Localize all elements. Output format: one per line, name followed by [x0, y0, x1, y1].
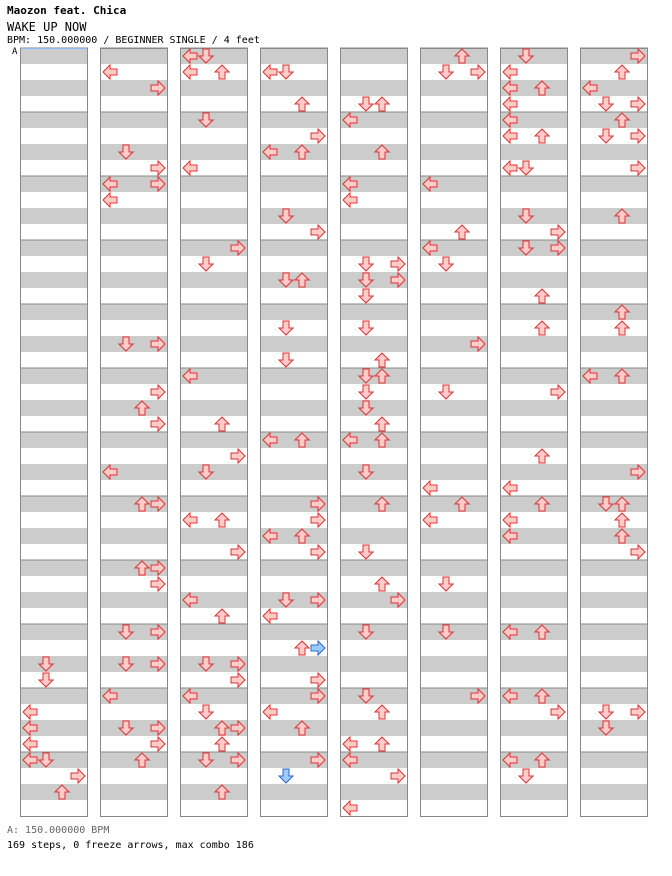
beat-stripe: [500, 608, 568, 624]
beat-stripe: [180, 464, 248, 480]
beat-stripe: [500, 432, 568, 448]
beat-stripe: [180, 624, 248, 640]
beat-stripe: [340, 64, 408, 80]
beat-stripe: [500, 576, 568, 592]
beat-stripe: [260, 96, 328, 112]
beat-stripe: [420, 736, 488, 752]
beat-stripe: [340, 48, 408, 64]
beat-stripe: [420, 320, 488, 336]
beat-stripe: [100, 672, 168, 688]
beat-stripe: [20, 96, 88, 112]
beat-stripe: [180, 208, 248, 224]
beat-stripe: [420, 400, 488, 416]
beat-stripe: [340, 80, 408, 96]
beat-stripe: [180, 272, 248, 288]
beat-stripe: [260, 208, 328, 224]
artist-name: Maozon feat. Chica: [7, 4, 127, 17]
beat-stripe: [420, 272, 488, 288]
beat-stripe: [260, 112, 328, 128]
beat-stripe: [500, 448, 568, 464]
beat-stripe: [580, 672, 648, 688]
beat-stripe: [260, 320, 328, 336]
beat-stripe: [500, 672, 568, 688]
beat-stripe: [420, 624, 488, 640]
beat-stripe: [180, 432, 248, 448]
beat-stripe: [260, 272, 328, 288]
beat-stripe: [420, 208, 488, 224]
beat-stripe: [260, 560, 328, 576]
beat-stripe: [340, 368, 408, 384]
beat-stripe: [180, 528, 248, 544]
beat-stripe: [420, 640, 488, 656]
beat-stripe: [340, 480, 408, 496]
beat-stripe: [340, 208, 408, 224]
beat-stripe: [20, 176, 88, 192]
beat-stripe: [420, 608, 488, 624]
beat-stripe: [180, 128, 248, 144]
beat-stripe: [20, 272, 88, 288]
beat-stripe: [500, 496, 568, 512]
beat-stripe: [180, 784, 248, 800]
beat-stripe: [580, 336, 648, 352]
beat-stripe: [340, 576, 408, 592]
chart-info: BPM: 150.000000 / BEGINNER SINGLE / 4 feet: [7, 35, 260, 46]
beat-stripe: [420, 592, 488, 608]
beat-stripe: [420, 560, 488, 576]
beat-stripe: [500, 48, 568, 64]
beat-stripe: [20, 384, 88, 400]
beat-stripe: [500, 656, 568, 672]
beat-stripe: [580, 272, 648, 288]
beat-stripe: [100, 640, 168, 656]
beat-stripe: [100, 784, 168, 800]
beat-stripe: [20, 800, 88, 816]
beat-stripe: [100, 400, 168, 416]
beat-stripe: [180, 400, 248, 416]
beat-stripe: [20, 240, 88, 256]
beat-stripe: [580, 208, 648, 224]
beat-stripe: [340, 400, 408, 416]
beat-stripe: [580, 784, 648, 800]
beat-stripe: [340, 528, 408, 544]
beat-stripe: [260, 160, 328, 176]
beat-stripe: [20, 256, 88, 272]
beat-stripe: [260, 304, 328, 320]
beat-stripe: [500, 352, 568, 368]
beat-stripe: [500, 336, 568, 352]
beat-stripe: [420, 576, 488, 592]
beat-stripe: [100, 432, 168, 448]
beat-stripe: [420, 752, 488, 768]
beat-stripe: [340, 624, 408, 640]
beat-stripe: [580, 576, 648, 592]
beat-stripe: [420, 160, 488, 176]
beat-stripe: [180, 560, 248, 576]
beat-stripe: [500, 720, 568, 736]
beat-stripe: [340, 544, 408, 560]
beat-stripe: [420, 128, 488, 144]
beat-stripe: [420, 720, 488, 736]
beat-stripe: [100, 480, 168, 496]
beat-stripe: [100, 48, 168, 64]
beat-stripe: [100, 448, 168, 464]
beat-stripe: [340, 384, 408, 400]
beat-stripe: [580, 640, 648, 656]
beat-stripe: [500, 400, 568, 416]
beat-stripe: [100, 528, 168, 544]
beat-stripe: [260, 464, 328, 480]
bpm-marker-label: A: [12, 47, 18, 57]
beat-stripe: [500, 464, 568, 480]
beat-stripe: [420, 352, 488, 368]
beat-stripe: [20, 640, 88, 656]
beat-stripe: [420, 656, 488, 672]
beat-stripe: [260, 768, 328, 784]
beat-stripe: [100, 592, 168, 608]
beat-stripe: [20, 336, 88, 352]
beat-stripe: [340, 128, 408, 144]
beat-stripe: [20, 432, 88, 448]
beat-stripe: [420, 528, 488, 544]
beat-stripe: [500, 368, 568, 384]
beat-stripe: [260, 368, 328, 384]
beat-stripe: [100, 272, 168, 288]
beat-stripe: [20, 288, 88, 304]
beat-stripe: [180, 640, 248, 656]
beat-stripe: [340, 496, 408, 512]
beat-stripe: [20, 608, 88, 624]
beat-stripe: [260, 448, 328, 464]
beat-stripe: [100, 224, 168, 240]
beat-stripe: [420, 672, 488, 688]
beat-stripe: [420, 144, 488, 160]
beat-stripe: [500, 784, 568, 800]
beat-stripe: [100, 512, 168, 528]
beat-stripe: [180, 336, 248, 352]
chart-column: [20, 48, 88, 817]
song-title: WAKE UP NOW: [7, 20, 87, 34]
beat-stripe: [180, 496, 248, 512]
beat-stripe: [580, 592, 648, 608]
beat-stripe: [20, 560, 88, 576]
bpm-legend: A: 150.000000 BPM: [7, 825, 110, 836]
beat-stripe: [20, 80, 88, 96]
beat-stripe: [180, 576, 248, 592]
beat-stripe: [580, 800, 648, 816]
beat-stripe: [20, 480, 88, 496]
beat-stripe: [20, 64, 88, 80]
beat-stripe: [180, 96, 248, 112]
beat-stripe: [20, 688, 88, 704]
beat-stripe: [580, 144, 648, 160]
beat-stripe: [580, 432, 648, 448]
beat-stripe: [420, 464, 488, 480]
beat-stripe: [340, 288, 408, 304]
beat-stripe: [20, 352, 88, 368]
beat-stripe: [580, 256, 648, 272]
beat-stripe: [340, 560, 408, 576]
beat-stripe: [20, 144, 88, 160]
beat-stripe: [500, 272, 568, 288]
beat-stripe: [420, 416, 488, 432]
beat-stripe: [100, 768, 168, 784]
beat-stripe: [20, 320, 88, 336]
beat-stripe: [100, 304, 168, 320]
beat-stripe: [100, 544, 168, 560]
beat-stripe: [420, 544, 488, 560]
beat-stripe: [420, 496, 488, 512]
beat-stripe: [20, 544, 88, 560]
beat-stripe: [580, 224, 648, 240]
beat-stripe: [340, 720, 408, 736]
beat-stripe: [580, 384, 648, 400]
beat-stripe: [20, 576, 88, 592]
beat-stripe: [580, 480, 648, 496]
beat-stripe: [100, 256, 168, 272]
beat-stripe: [260, 48, 328, 64]
beat-stripe: [20, 592, 88, 608]
beat-stripe: [20, 624, 88, 640]
beat-stripe: [580, 416, 648, 432]
beat-stripe: [100, 288, 168, 304]
beat-stripe: [500, 320, 568, 336]
beat-stripe: [260, 288, 328, 304]
beat-stripe: [580, 192, 648, 208]
beat-stripe: [260, 384, 328, 400]
beat-stripe: [580, 320, 648, 336]
beat-stripe: [420, 432, 488, 448]
beat-stripe: [100, 704, 168, 720]
beat-stripe: [20, 304, 88, 320]
beat-stripe: [420, 784, 488, 800]
beat-stripe: [260, 336, 328, 352]
beat-stripe: [500, 304, 568, 320]
beat-stripe: [500, 640, 568, 656]
beat-stripe: [100, 752, 168, 768]
beat-stripe: [260, 400, 328, 416]
beat-stripe: [100, 240, 168, 256]
beat-stripe: [580, 496, 648, 512]
beat-stripe: [340, 688, 408, 704]
beat-stripe: [340, 640, 408, 656]
beat-stripe: [340, 160, 408, 176]
beat-stripe: [580, 112, 648, 128]
beat-stripe: [260, 176, 328, 192]
beat-stripe: [340, 608, 408, 624]
beat-stripe: [420, 800, 488, 816]
beat-stripe: [100, 368, 168, 384]
beat-stripe: [20, 368, 88, 384]
beat-stripe: [20, 192, 88, 208]
beat-stripe: [20, 656, 88, 672]
beat-stripe: [340, 336, 408, 352]
beat-stripe: [180, 112, 248, 128]
beat-stripe: [340, 96, 408, 112]
beat-stripe: [20, 512, 88, 528]
beat-stripe: [500, 736, 568, 752]
beat-stripe: [260, 192, 328, 208]
beat-stripe: [180, 384, 248, 400]
beat-stripe: [20, 48, 88, 64]
beat-stripe: [20, 416, 88, 432]
beat-stripe: [180, 80, 248, 96]
beat-stripe: [340, 352, 408, 368]
beat-stripe: [580, 624, 648, 640]
beat-stripe: [260, 352, 328, 368]
beat-stripe: [100, 608, 168, 624]
beat-stripe: [260, 576, 328, 592]
beat-stripe: [420, 256, 488, 272]
chart-stats: 169 steps, 0 freeze arrows, max combo 186: [7, 840, 254, 851]
beat-stripe: [260, 256, 328, 272]
beat-stripe: [20, 528, 88, 544]
beat-stripe: [100, 96, 168, 112]
beat-stripe: [260, 416, 328, 432]
beat-stripe: [500, 560, 568, 576]
beat-stripe: [500, 192, 568, 208]
beat-stripe: [100, 320, 168, 336]
beat-stripe: [420, 112, 488, 128]
beat-stripe: [580, 176, 648, 192]
beat-stripe: [180, 480, 248, 496]
beat-stripe: [420, 368, 488, 384]
beat-stripe: [340, 512, 408, 528]
beat-stripe: [260, 480, 328, 496]
beat-stripe: [580, 240, 648, 256]
beat-stripe: [100, 112, 168, 128]
beat-stripe: [340, 464, 408, 480]
beat-stripe: [340, 672, 408, 688]
beat-stripe: [340, 448, 408, 464]
beat-stripe: [180, 608, 248, 624]
beat-stripe: [580, 528, 648, 544]
beat-stripe: [20, 128, 88, 144]
beat-stripe: [20, 112, 88, 128]
beat-stripe: [340, 144, 408, 160]
beat-stripe: [340, 784, 408, 800]
beat-stripe: [20, 672, 88, 688]
beat-stripe: [500, 544, 568, 560]
beat-stripe: [20, 784, 88, 800]
beat-stripe: [180, 768, 248, 784]
beat-stripe: [420, 704, 488, 720]
beat-stripe: [500, 592, 568, 608]
beat-stripe: [340, 656, 408, 672]
beat-stripe: [180, 192, 248, 208]
beat-stripe: [340, 416, 408, 432]
beat-stripe: [260, 736, 328, 752]
beat-stripe: [580, 288, 648, 304]
beat-stripe: [20, 464, 88, 480]
beat-stripe: [180, 352, 248, 368]
beat-stripe: [420, 80, 488, 96]
beat-stripe: [580, 512, 648, 528]
beat-stripe: [260, 240, 328, 256]
beat-stripe: [260, 656, 328, 672]
beat-stripe: [20, 224, 88, 240]
beat-stripe: [340, 320, 408, 336]
beat-stripe: [500, 176, 568, 192]
beat-stripe: [580, 560, 648, 576]
beat-stripe: [580, 688, 648, 704]
beat-stripe: [100, 352, 168, 368]
beat-stripe: [500, 288, 568, 304]
beat-stripe: [340, 304, 408, 320]
beat-stripe: [420, 192, 488, 208]
beat-stripe: [500, 800, 568, 816]
bpm-marker-line: [21, 48, 87, 49]
beat-stripe: [500, 208, 568, 224]
beat-stripe: [180, 176, 248, 192]
beat-stripe: [180, 416, 248, 432]
beat-stripe: [580, 736, 648, 752]
beat-stripe: [20, 208, 88, 224]
beat-stripe: [500, 256, 568, 272]
beat-stripe: [420, 48, 488, 64]
beat-stripe: [420, 384, 488, 400]
beat-stripe: [260, 784, 328, 800]
beat-stripe: [180, 144, 248, 160]
beat-stripe: [340, 704, 408, 720]
beat-stripe: [260, 80, 328, 96]
beat-stripe: [100, 208, 168, 224]
beat-stripe: [180, 736, 248, 752]
beat-stripe: [180, 304, 248, 320]
beat-stripe: [20, 160, 88, 176]
beat-stripe: [180, 256, 248, 272]
beat-stripe: [20, 448, 88, 464]
beat-stripe: [580, 400, 648, 416]
beat-stripe: [420, 304, 488, 320]
beat-stripe: [580, 352, 648, 368]
beat-stripe: [420, 448, 488, 464]
beat-stripe: [180, 288, 248, 304]
beat-stripe: [580, 768, 648, 784]
beat-stripe: [20, 496, 88, 512]
beat-stripe: [180, 320, 248, 336]
beat-stripe: [580, 304, 648, 320]
beat-stripe: [580, 608, 648, 624]
beat-stripe: [180, 704, 248, 720]
beat-stripe: [580, 752, 648, 768]
beat-stripe: [420, 96, 488, 112]
beat-stripe: [20, 400, 88, 416]
beat-stripe: [580, 720, 648, 736]
beat-stripe: [580, 64, 648, 80]
beat-stripe: [100, 144, 168, 160]
beat-stripe: [420, 224, 488, 240]
beat-stripe: [260, 720, 328, 736]
beat-stripe: [340, 224, 408, 240]
beat-stripe: [500, 416, 568, 432]
beat-stripe: [180, 800, 248, 816]
beat-stripe: [500, 144, 568, 160]
beat-stripe: [580, 448, 648, 464]
beat-stripe: [260, 624, 328, 640]
beat-stripe: [420, 288, 488, 304]
beat-stripe: [260, 800, 328, 816]
beat-stripe: [580, 656, 648, 672]
beat-stripe: [180, 224, 248, 240]
beat-stripe: [100, 800, 168, 816]
beat-stripe: [100, 128, 168, 144]
beat-stripe: [500, 768, 568, 784]
beat-stripe: [340, 240, 408, 256]
beat-stripe: [420, 768, 488, 784]
